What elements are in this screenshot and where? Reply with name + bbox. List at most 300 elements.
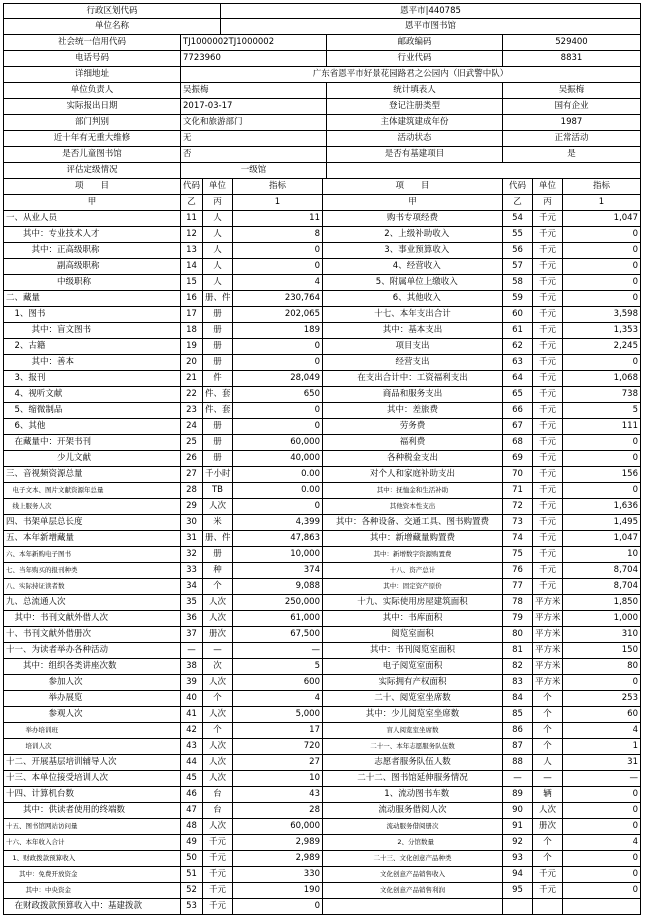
field-value: 无 [181,131,327,146]
code-cell: 89 [503,787,533,802]
item-cell: 项 目 [3,179,181,194]
value-cell: 0 [563,803,641,818]
table-row [3,659,641,675]
item-cell: 其中：组织各类讲座次数 [3,659,181,674]
unit-cell: 平方米 [533,627,563,642]
code-cell: 51 [181,867,203,882]
item-cell: 其中：基本支出 [323,323,503,338]
item-cell: 在支出合计中：工资福利支出 [323,371,503,386]
value-cell: 738 [563,387,641,402]
unit-cell: 千元 [533,451,563,466]
item-cell: 一、从业人员 [3,211,181,226]
unit-cell: 千元 [203,883,233,898]
unit-cell: 人次 [203,611,233,626]
field-label: 评估定级情况 [3,163,181,178]
unit-cell: 种 [203,563,233,578]
table-row [3,611,641,627]
unit-cell: 平方米 [533,611,563,626]
item-cell: 举办展览 [3,691,181,706]
table-row [3,211,641,227]
unit-cell: 人 [203,275,233,290]
item-cell: 各种税金支出 [323,451,503,466]
table-row [3,867,641,883]
address-row [3,67,641,83]
address-value: 广东省恩平市好景花园路君之公园内（旧武警中队） [181,67,641,82]
field-value: 国有企业 [503,99,641,114]
value-cell: 0 [563,819,641,834]
value-cell: 0 [563,355,641,370]
code-cell: 75 [503,547,533,562]
unit-cell: 千元 [533,307,563,322]
value-cell: 720 [233,739,323,754]
field-label: 是否儿童图书馆 [3,147,181,162]
value-cell: 0 [563,227,641,242]
item-cell: 十三、本单位接受培训人次 [3,771,181,786]
value-cell: 5 [233,659,323,674]
table-row [3,515,641,531]
item-cell: 其中：新增数字资源购置费 [323,547,503,562]
code-cell: 46 [181,787,203,802]
code-cell: — [503,771,533,786]
value-cell: 253 [563,691,641,706]
value-cell: 0 [563,787,641,802]
item-cell: 电子文本、图片文献资源年总量 [3,483,181,498]
code-cell: 60 [503,307,533,322]
table-row [3,547,641,563]
unit-cell: 人 [203,243,233,258]
code-cell: 14 [181,259,203,274]
value-cell: 28 [233,803,323,818]
unit-cell: 千元 [533,547,563,562]
unit-cell: 千元 [533,531,563,546]
code-cell: 88 [503,755,533,770]
code-cell: 41 [181,707,203,722]
field-value: 7723960 [181,51,327,66]
item-cell: 5、附属单位上缴收入 [323,275,503,290]
value-cell: 60,000 [233,435,323,450]
item-cell: 副高级职称 [3,259,181,274]
code-cell: 24 [181,419,203,434]
table-row [3,851,641,867]
code-cell: 44 [181,755,203,770]
table-row [3,323,641,339]
item-cell: 项 目 [323,179,503,194]
item-cell: 其他资本性支出 [323,499,503,514]
code-cell: 36 [181,611,203,626]
code-cell: 代码 [503,179,533,194]
value-cell: 31 [563,755,641,770]
value-cell: 0.00 [233,467,323,482]
code-cell: 77 [503,579,533,594]
value-cell: 4 [563,835,641,850]
value-cell: 0 [563,435,641,450]
value-cell: 190 [233,883,323,898]
unit-cell: 册 [203,435,233,450]
item-cell: 其中：供读者使用的终端数 [3,803,181,818]
table-row [3,899,641,915]
code-cell: 59 [503,291,533,306]
unit-cell: 千元 [203,899,233,914]
code-cell: 73 [503,515,533,530]
value-cell: 330 [233,867,323,882]
table-row [3,883,641,899]
item-cell: 举办培训班 [3,723,181,738]
unit-cell: 个 [533,707,563,722]
field-label: 行政区划代码 [3,4,221,18]
code-cell: 28 [181,483,203,498]
unit-cell: 个 [533,739,563,754]
code-cell: 33 [181,563,203,578]
value-cell: 8,704 [563,563,641,578]
item-cell: 甲 [323,195,503,210]
code-cell: 79 [503,611,533,626]
field-value: TJ1000002TJ1000002 [181,35,327,50]
unit-cell: 千元 [203,851,233,866]
value-cell: 2,245 [563,339,641,354]
item-cell: 购书专项经费 [323,211,503,226]
unit-cell: 千元 [533,387,563,402]
unit-cell: 千元 [533,243,563,258]
value-cell: 1 [563,195,641,210]
item-cell: 经营支出 [323,355,503,370]
unit-cell: 件、套 [203,387,233,402]
unit-cell: 册 [203,547,233,562]
item-cell: 十四、计算机台数 [3,787,181,802]
unit-cell: 个 [533,851,563,866]
value-cell: 67,500 [233,627,323,642]
item-cell: 其中：少儿阅览室坐席数 [323,707,503,722]
code-cell: 乙 [503,195,533,210]
item-cell: 其中：免费开放资金 [3,867,181,882]
unit-cell: 千元 [533,355,563,370]
value-cell: 0 [233,355,323,370]
item-cell: 十二、开展基层培训辅导人次 [3,755,181,770]
item-cell: 其中：书刊文献外借人次 [3,611,181,626]
code-cell: 52 [181,883,203,898]
item-cell: 培训人次 [3,739,181,754]
unit-cell: 千元 [533,579,563,594]
field-value: 文化和旅游部门 [181,115,327,130]
value-cell: 61,000 [233,611,323,626]
unit-cell: 千元 [533,371,563,386]
value-cell: 0 [233,403,323,418]
unit-cell: TB [203,483,233,498]
code-cell: 42 [181,723,203,738]
table-row [3,563,641,579]
unit-cell: 台 [203,787,233,802]
table-row [3,291,641,307]
field-label: 电话号码 [3,51,181,66]
item-cell: 6、其他收入 [323,291,503,306]
item-cell: 其中：各种设备、交通工具、图书购置费 [323,515,503,530]
unit-cell: 平方米 [533,595,563,610]
item-cell: 其中：书库面积 [323,611,503,626]
code-cell: 63 [503,355,533,370]
value-cell: 310 [563,627,641,642]
value-cell: 0 [563,483,641,498]
unit-cell: 册 [203,339,233,354]
code-cell: 代码 [181,179,203,194]
table-row [3,787,641,803]
value-cell: 600 [233,675,323,690]
unit-cell: 单位 [203,179,233,194]
item-cell: 十五、图书馆网站访问量 [3,819,181,834]
value-cell [563,899,641,914]
unit-cell: 册 [203,355,233,370]
info-row [3,51,641,67]
code-cell: 49 [181,835,203,850]
code-cell: 74 [503,531,533,546]
code-cell: 45 [181,771,203,786]
value-cell: 156 [563,467,641,482]
table-row [3,595,641,611]
code-cell: 53 [181,899,203,914]
item-cell: 九、总流通人次 [3,595,181,610]
value-cell: 0.00 [233,483,323,498]
field-value: 正常活动 [503,131,641,146]
unit-cell: 千元 [533,419,563,434]
item-cell: 文化创意产品销售利润 [323,883,503,898]
unit-cell: 千元 [203,835,233,850]
value-cell: 374 [233,563,323,578]
unit-cell: 千元 [533,515,563,530]
unit-cell: 册次 [203,627,233,642]
code-cell: 18 [181,323,203,338]
value-cell: 1,495 [563,515,641,530]
table-row [3,531,641,547]
value-cell: 0 [563,867,641,882]
item-cell: 2、古籍 [3,339,181,354]
code-cell: 81 [503,643,533,658]
item-cell: 其中：书刊阅览室面积 [323,643,503,658]
value-cell: 60,000 [233,819,323,834]
unit-cell: 件 [203,371,233,386]
code-cell: 91 [503,819,533,834]
code-cell: 61 [503,323,533,338]
unit-cell: 人 [533,755,563,770]
table-row [3,275,641,291]
field-value: 恩平市|440785 [221,4,641,18]
field-label: 行业代码 [327,51,503,66]
unit-cell: 千元 [533,227,563,242]
item-cell: 二十一、本年志愿服务队伍数 [323,739,503,754]
item-cell: 四、书架单层总长度 [3,515,181,530]
unit-cell: 千元 [533,259,563,274]
table-row [3,707,641,723]
code-cell: 22 [181,387,203,402]
unit-cell: 千元 [533,883,563,898]
field-label: 统计填表人 [327,83,503,98]
table-row [3,819,641,835]
item-cell: 志愿者服务队伍人数 [323,755,503,770]
item-cell: 二十三、文化创意产品种类 [323,851,503,866]
table-row [3,483,641,499]
column-header-row [3,179,641,195]
code-cell: 19 [181,339,203,354]
unit-cell: 人次 [533,803,563,818]
table-row [3,739,641,755]
field-value: 8831 [503,51,641,66]
item-cell: 二十、阅览室坐席数 [323,691,503,706]
code-cell: 87 [503,739,533,754]
item-cell: 在藏量中：开架书刊 [3,435,181,450]
unit-cell: 千小时 [203,467,233,482]
value-cell: 0 [563,451,641,466]
item-cell: 其中：抚恤金和生活补助 [323,483,503,498]
field-label: 社会统一信用代码 [3,35,181,50]
unit-cell: 次 [203,659,233,674]
field-label: 详细地址 [3,67,181,82]
unit-cell: 册 [203,323,233,338]
value-cell: 10 [233,771,323,786]
code-cell: 乙 [181,195,203,210]
unit-cell: 千元 [533,275,563,290]
value-cell: 0 [233,339,323,354]
value-cell: — [233,643,323,658]
code-cell: 26 [181,451,203,466]
info-row [3,131,641,147]
value-cell: 0 [233,259,323,274]
value-cell: 11 [233,211,323,226]
info-row [3,83,641,99]
item-cell: 中级职称 [3,275,181,290]
item-cell: 劳务费 [323,419,503,434]
item-cell: 对个人和家庭补助支出 [323,467,503,482]
item-cell: 其中：专业技术人才 [3,227,181,242]
unit-cell: 丙 [203,195,233,210]
item-cell: 其中：善本 [3,355,181,370]
value-cell: 28,049 [233,371,323,386]
value-cell: 650 [233,387,323,402]
code-cell: 71 [503,483,533,498]
field-value: 吴振梅 [503,83,641,98]
unit-cell: 个 [203,579,233,594]
code-cell: 69 [503,451,533,466]
unit-cell: 册、件 [203,531,233,546]
value-cell: 47,863 [233,531,323,546]
unit-cell: 千元 [533,339,563,354]
value-cell: 4 [233,275,323,290]
item-cell: 其中：正高级职称 [3,243,181,258]
table-row [3,451,641,467]
unit-cell: 册次 [533,819,563,834]
unit-cell: 册 [203,419,233,434]
table-row [3,771,641,787]
code-cell: 50 [181,851,203,866]
table-row [3,803,641,819]
unit-cell: 千元 [533,467,563,482]
code-cell: 13 [181,243,203,258]
field-label: 主体建筑建成年份 [327,115,503,130]
table-row [3,643,641,659]
table-row [3,627,641,643]
value-cell: 4 [233,691,323,706]
column-sub-row [3,195,641,211]
unit-cell: — [533,771,563,786]
rating-row [3,163,641,179]
unit-cell: 台 [203,803,233,818]
item-cell: 其中：差旅费 [323,403,503,418]
table-row [3,835,641,851]
item-cell: 3、报刊 [3,371,181,386]
table-row [3,307,641,323]
code-cell: 17 [181,307,203,322]
value-cell: 5 [563,403,641,418]
field-label: 登记注册类型 [327,99,503,114]
unit-cell: 人次 [203,707,233,722]
unit-cell: 册 [203,307,233,322]
code-cell: 68 [503,435,533,450]
unit-cell: 辆 [533,787,563,802]
item-cell: 十七、本年支出合计 [323,307,503,322]
item-cell: 商品和服务支出 [323,387,503,402]
field-label: 部门判别 [3,115,181,130]
value-cell: 202,065 [233,307,323,322]
unit-cell: 个 [203,691,233,706]
item-cell: 1、流动图书车数 [323,787,503,802]
item-cell: 六、本年新购电子图书 [3,547,181,562]
unit-cell: 丙 [533,195,563,210]
table-row [3,371,641,387]
item-cell: 十、书刊文献外借册次 [3,627,181,642]
item-cell: 其中：新增藏量购置费 [323,531,503,546]
item-cell: 1、财政拨款预算收入 [3,851,181,866]
unit-cell: 千元 [533,291,563,306]
field-label: 实际报出日期 [3,99,181,114]
code-cell: 32 [181,547,203,562]
table-row [3,419,641,435]
header-row [3,19,641,35]
unit-cell: 人次 [203,771,233,786]
value-cell: 27 [233,755,323,770]
value-cell: 80 [563,659,641,674]
table-row [3,259,641,275]
code-cell: 34 [181,579,203,594]
code-cell: 21 [181,371,203,386]
item-cell: 甲 [3,195,181,210]
value-cell: 指标 [233,179,323,194]
item-cell: 1、图书 [3,307,181,322]
table-row [3,339,641,355]
value-cell: 1 [233,195,323,210]
unit-cell: 千元 [533,867,563,882]
code-cell: 38 [181,659,203,674]
code-cell: 65 [503,387,533,402]
value-cell: 2,989 [233,851,323,866]
info-row [3,147,641,163]
value-cell: 0 [233,499,323,514]
code-cell: 90 [503,803,533,818]
item-cell: 其中：盲文图书 [3,323,181,338]
unit-cell: 人次 [203,739,233,754]
item-cell: 4、经营收入 [323,259,503,274]
item-cell: 在财政拨款预算收入中：基建拨款 [3,899,181,914]
item-cell: 十六、本年收入合计 [3,835,181,850]
header-row [3,3,641,19]
value-cell: 8,704 [563,579,641,594]
value-cell: 1,047 [563,531,641,546]
code-cell: 57 [503,259,533,274]
code-cell: 72 [503,499,533,514]
code-cell: 64 [503,371,533,386]
unit-cell: 人 [203,227,233,242]
unit-cell: 千元 [533,323,563,338]
statistics-form [3,3,641,911]
item-cell: 二十二、图书馆延伸服务情况 [323,771,503,786]
value-cell: 指标 [563,179,641,194]
value-cell: 43 [233,787,323,802]
value-cell: 17 [233,723,323,738]
